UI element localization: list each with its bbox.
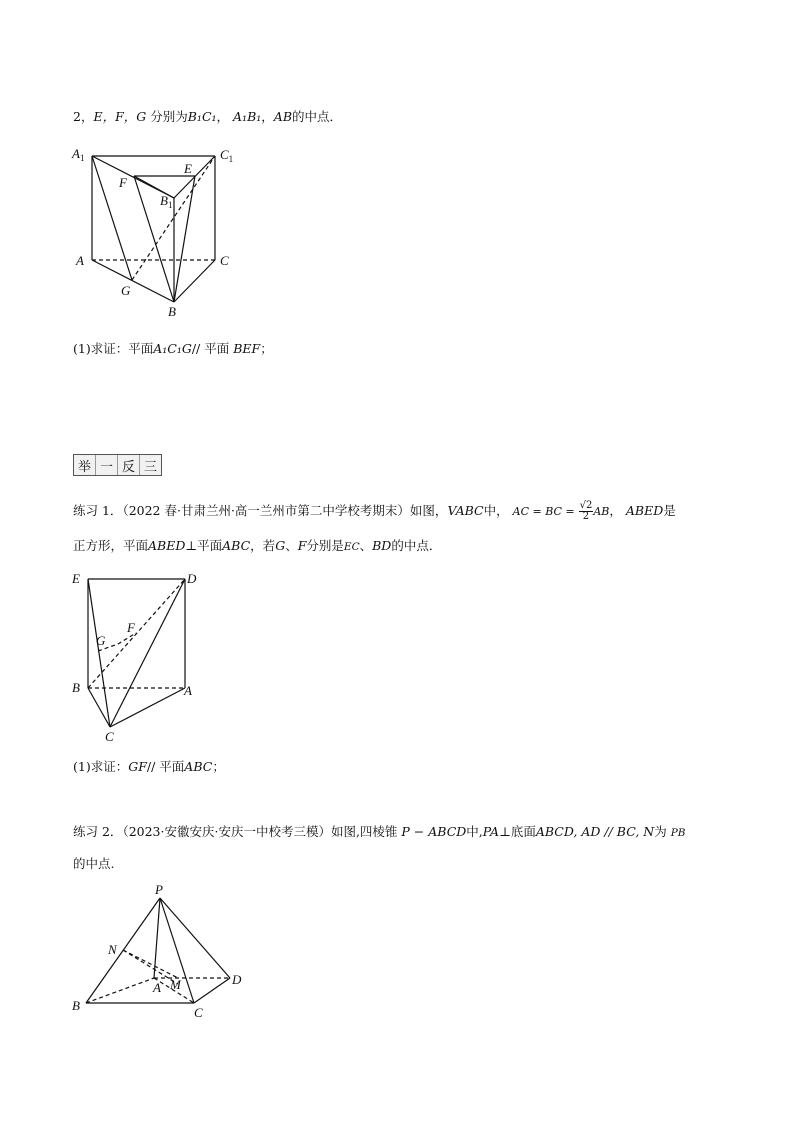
question-text: // 平面 xyxy=(146,759,185,774)
label-b: B xyxy=(168,304,176,319)
exercise1-line1 xyxy=(73,499,676,524)
exercise-source: （2023·安徽安庆·安庆一中校考三模） xyxy=(122,824,331,839)
text: 的中点． xyxy=(391,538,442,553)
plane-abc: ABC xyxy=(184,759,213,774)
text: ⊥底面 xyxy=(499,824,536,839)
triangle-abc: VABC xyxy=(447,503,484,518)
pyramid-pabcd: P − ABCD xyxy=(401,824,467,839)
exercise2-line2 xyxy=(73,855,114,873)
question-end: ； xyxy=(212,759,225,774)
exercise-source: （2022 春·甘肃兰州·高一兰州市第二中学校考期末） xyxy=(122,503,410,518)
problem2-question1 xyxy=(73,340,273,358)
text: ， xyxy=(609,503,622,518)
equation-left: AC = BC = xyxy=(512,505,575,518)
line-na-hidden xyxy=(123,950,178,978)
segment-ab: AB xyxy=(273,109,293,124)
fraction-denominator: 2 xyxy=(582,511,590,522)
separator: ， xyxy=(261,109,274,124)
edge-dc xyxy=(110,579,185,727)
label-b: B xyxy=(72,998,80,1013)
edge-ab xyxy=(92,260,174,302)
label-g: G xyxy=(96,633,106,648)
label-a: A xyxy=(76,253,84,268)
badge-char-1: 举 xyxy=(74,455,96,475)
text: 中, xyxy=(466,824,483,839)
label-g: G xyxy=(121,283,131,298)
separator: ， xyxy=(216,109,230,124)
edge-ec xyxy=(88,579,110,727)
label-a1: $A_1$ xyxy=(72,146,85,163)
plane-abed: ABED xyxy=(148,538,186,553)
base-and-conditions: ABCD, AD // BC, N xyxy=(535,824,655,839)
intro-end: 的中点． xyxy=(292,109,343,124)
badge-char-4: 三 xyxy=(140,455,161,475)
section-badge xyxy=(73,454,162,476)
text: 如图,四棱锥 xyxy=(330,824,398,839)
edge-ba-hidden xyxy=(86,978,154,1003)
point-vars: E，F，G xyxy=(93,109,147,124)
segment-pa: PA xyxy=(482,824,500,839)
point-f: F xyxy=(297,538,307,553)
point-g: G xyxy=(275,538,286,553)
text: 是 xyxy=(663,503,676,518)
badge-char-2: 一 xyxy=(96,455,118,475)
exercise-label: 练习 2． xyxy=(73,824,123,839)
edge-pd xyxy=(160,898,230,978)
text: 、 xyxy=(285,538,298,553)
intro-text: 分别为 xyxy=(150,109,188,124)
text: 为 xyxy=(654,824,667,839)
exercise2-line1 xyxy=(73,823,686,842)
exercise1-line2 xyxy=(73,537,441,556)
text: 如图， xyxy=(409,503,448,518)
question-text: // 平面 xyxy=(191,341,230,356)
text: 分别是 xyxy=(306,538,344,553)
text: 、 xyxy=(359,538,373,553)
label-c: C xyxy=(220,253,229,268)
label-a: A xyxy=(153,980,161,995)
label-d: D xyxy=(232,972,242,987)
exercise1-question1 xyxy=(73,758,225,776)
segment-a1b1: A₁B₁ xyxy=(233,109,262,124)
segment-b1c1: B₁C₁ xyxy=(187,109,217,124)
label-d: D xyxy=(187,571,197,586)
equation-right: AB xyxy=(593,505,610,518)
prism-figure xyxy=(60,140,250,325)
label-f: F xyxy=(127,620,135,635)
exercise1-figure xyxy=(60,565,220,745)
segment-bd: BD xyxy=(372,538,392,553)
label-c1: $C_1$ xyxy=(220,147,234,164)
problem2-intro xyxy=(73,108,342,126)
fraction-sqrt2-over-2 xyxy=(579,501,594,522)
question-text: (1)求证： xyxy=(73,759,129,774)
label-n: N xyxy=(108,942,117,957)
edge-cd xyxy=(194,978,230,1003)
label-e: E xyxy=(184,161,192,176)
label-c: C xyxy=(194,1005,203,1020)
label-m: M xyxy=(170,977,181,992)
segment-gf: GF xyxy=(128,759,147,774)
label-e: E xyxy=(72,571,80,586)
segment-ec: EC xyxy=(343,541,360,553)
problem-number: 2， xyxy=(73,109,94,124)
plane-a1c1g: A₁C₁G xyxy=(153,341,192,356)
question-end: ； xyxy=(260,341,273,356)
text: ，若 xyxy=(250,538,276,553)
label-a: A xyxy=(184,683,192,698)
exercise-label: 练习 1． xyxy=(73,503,123,518)
label-f: F xyxy=(119,175,127,190)
text: 的中点. xyxy=(73,856,115,871)
label-c: C xyxy=(105,729,114,744)
pyramid-figure xyxy=(60,880,260,1020)
text: ⊥平面 xyxy=(185,538,223,553)
question-text: (1)求证：平面 xyxy=(73,341,154,356)
label-p: P xyxy=(155,882,163,897)
text: 正方形，平面 xyxy=(73,538,149,553)
segment-pb: PB xyxy=(670,827,686,839)
label-b1: $B_1$ xyxy=(160,193,173,210)
label-b: B xyxy=(72,680,80,695)
text: 中， xyxy=(483,503,509,518)
edge-ca xyxy=(110,688,185,727)
square-abed: ABED xyxy=(625,503,664,518)
plane-bef: BEF xyxy=(233,341,261,356)
plane-abc: ABC xyxy=(222,538,251,553)
fraction-numerator: √2 xyxy=(579,500,593,511)
badge-char-3: 反 xyxy=(118,455,140,475)
